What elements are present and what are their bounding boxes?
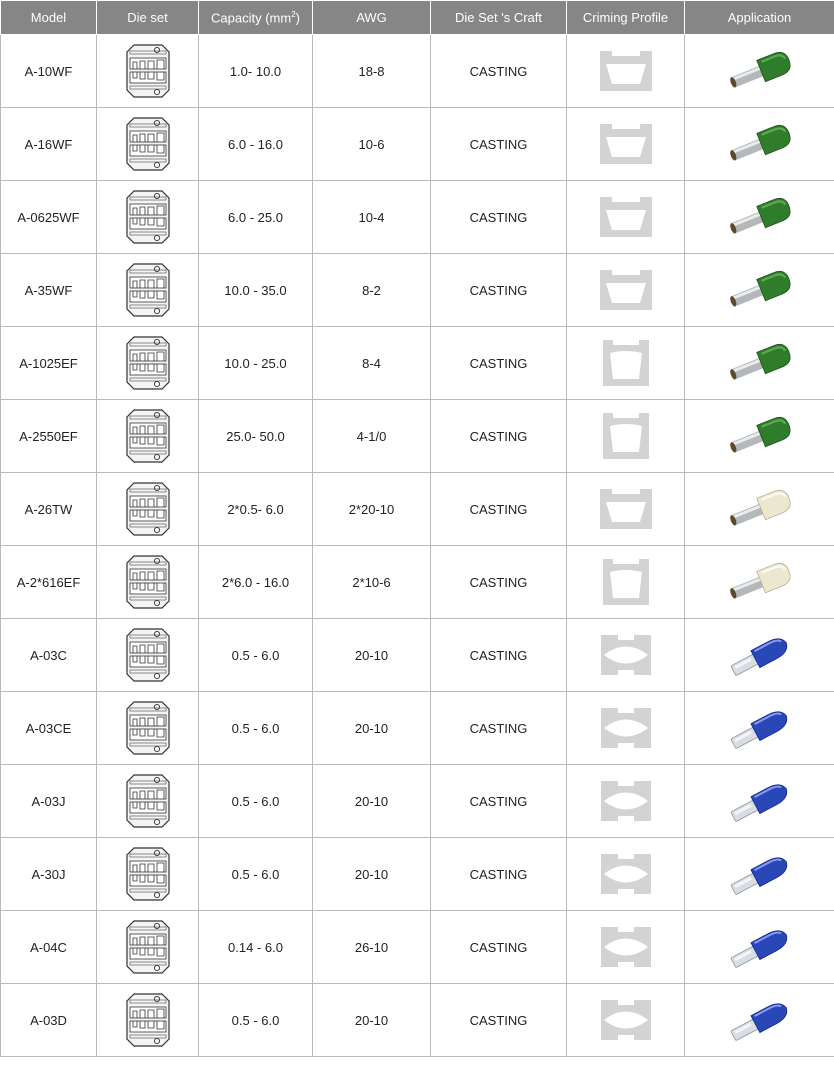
profile-cell <box>567 546 685 619</box>
profile-cell <box>567 765 685 838</box>
die-set-cell <box>97 473 199 546</box>
awg-cell: 2*10-6 <box>313 546 431 619</box>
blue-terminal-icon <box>685 923 834 971</box>
die-set-cell <box>97 254 199 327</box>
craft-cell: CASTING <box>431 254 567 327</box>
capacity-cell: 2*6.0 - 16.0 <box>199 546 313 619</box>
table-row <box>1 108 834 181</box>
blue-terminal-icon <box>685 704 834 752</box>
die-set-cell <box>97 546 199 619</box>
table-row <box>1 254 834 327</box>
table-row <box>1 473 834 546</box>
die-set-icon <box>97 261 198 319</box>
craft-cell: CASTING <box>431 984 567 1057</box>
craft-cell: CASTING <box>431 473 567 546</box>
ferrule-green-icon <box>685 339 834 387</box>
awg-cell: 8-2 <box>313 254 431 327</box>
header-application: Application <box>685 1 834 35</box>
model-cell: A-03CE <box>1 692 97 765</box>
die-set-icon <box>97 918 198 976</box>
application-cell <box>685 400 834 473</box>
model-cell: A-03D <box>1 984 97 1057</box>
crimp-profile-icon <box>567 849 684 899</box>
table-row <box>1 400 834 473</box>
awg-cell: 4-1/0 <box>313 400 431 473</box>
craft-cell: CASTING <box>431 327 567 400</box>
capacity-cell: 25.0- 50.0 <box>199 400 313 473</box>
twin-ferrule-white-icon <box>685 485 834 533</box>
die-set-icon <box>97 42 198 100</box>
header-capacity: Capacity $(mm^2)$ <box>199 1 313 35</box>
model-cell: A-30J <box>1 838 97 911</box>
header-die-set: Die set <box>97 1 199 35</box>
model-cell: A-35WF <box>1 254 97 327</box>
die-set-cell <box>97 984 199 1057</box>
die-set-cell <box>97 765 199 838</box>
die-set-cell <box>97 400 199 473</box>
table-row <box>1 35 834 108</box>
application-cell <box>685 911 834 984</box>
craft-cell: CASTING <box>431 692 567 765</box>
die-set-cell <box>97 108 199 181</box>
model-cell: A-03C <box>1 619 97 692</box>
awg-cell: 20-10 <box>313 984 431 1057</box>
table-row <box>1 546 834 619</box>
profile-cell <box>567 692 685 765</box>
crimp-profile-icon <box>567 703 684 753</box>
header-profile: Criming Profile <box>567 1 685 35</box>
profile-cell <box>567 400 685 473</box>
blue-terminal-icon <box>685 996 834 1044</box>
die-set-icon <box>97 553 198 611</box>
model-cell: A-1025EF <box>1 327 97 400</box>
die-set-cell <box>97 692 199 765</box>
application-cell <box>685 473 834 546</box>
header-awg: AWG <box>313 1 431 35</box>
application-cell <box>685 35 834 108</box>
profile-cell <box>567 35 685 108</box>
capacity-cell: 0.5 - 6.0 <box>199 692 313 765</box>
crimp-profile-icon <box>567 267 684 313</box>
die-set-icon <box>97 626 198 684</box>
crimp-profile-icon <box>567 776 684 826</box>
capacity-cell: 10.0 - 35.0 <box>199 254 313 327</box>
model-cell: A-03J <box>1 765 97 838</box>
awg-cell: 10-6 <box>313 108 431 181</box>
crimp-profile-icon <box>567 337 684 389</box>
profile-cell <box>567 473 685 546</box>
profile-cell <box>567 254 685 327</box>
craft-cell: CASTING <box>431 546 567 619</box>
ferrule-green-icon <box>685 266 834 314</box>
crimp-profile-icon <box>567 556 684 608</box>
application-cell <box>685 546 834 619</box>
die-set-icon <box>97 480 198 538</box>
craft-cell: CASTING <box>431 838 567 911</box>
blue-terminal-icon <box>685 777 834 825</box>
twin-ferrule-white-icon <box>685 558 834 606</box>
awg-cell: 2*20-10 <box>313 473 431 546</box>
model-cell: A-2*616EF <box>1 546 97 619</box>
table-row <box>1 838 834 911</box>
application-cell <box>685 984 834 1057</box>
table-row <box>1 765 834 838</box>
capacity-cell: 1.0- 10.0 <box>199 35 313 108</box>
profile-cell <box>567 327 685 400</box>
table-row <box>1 181 834 254</box>
table-row <box>1 619 834 692</box>
capacity-cell: 6.0 - 16.0 <box>199 108 313 181</box>
die-set-icon <box>97 991 198 1049</box>
awg-cell: 20-10 <box>313 838 431 911</box>
awg-cell: 8-4 <box>313 327 431 400</box>
crimp-profile-icon <box>567 922 684 972</box>
crimp-profile-icon <box>567 48 684 94</box>
craft-cell: CASTING <box>431 400 567 473</box>
die-set-icon <box>97 334 198 392</box>
die-set-icon <box>97 845 198 903</box>
craft-cell: CASTING <box>431 619 567 692</box>
crimp-profile-icon <box>567 486 684 532</box>
application-cell <box>685 692 834 765</box>
crimp-profile-icon <box>567 121 684 167</box>
die-set-cell <box>97 181 199 254</box>
crimp-profile-icon <box>567 630 684 680</box>
die-set-icon <box>97 699 198 757</box>
die-set-icon <box>97 188 198 246</box>
model-cell: A-10WF <box>1 35 97 108</box>
model-cell: A-04C <box>1 911 97 984</box>
crimp-profile-icon <box>567 194 684 240</box>
die-set-cell <box>97 619 199 692</box>
model-cell: A-0625WF <box>1 181 97 254</box>
crimp-profile-icon <box>567 995 684 1045</box>
die-set-cell <box>97 838 199 911</box>
die-set-icon <box>97 407 198 465</box>
application-cell <box>685 327 834 400</box>
capacity-cell: 6.0 - 25.0 <box>199 181 313 254</box>
capacity-cell: 0.14 - 6.0 <box>199 911 313 984</box>
capacity-cell: 2*0.5- 6.0 <box>199 473 313 546</box>
ferrule-green-icon <box>685 412 834 460</box>
profile-cell <box>567 181 685 254</box>
craft-cell: CASTING <box>431 911 567 984</box>
profile-cell <box>567 984 685 1057</box>
awg-cell: 20-10 <box>313 765 431 838</box>
ferrule-green-icon <box>685 120 834 168</box>
application-cell <box>685 838 834 911</box>
awg-cell: 26-10 <box>313 911 431 984</box>
capacity-cell: 10.0 - 25.0 <box>199 327 313 400</box>
awg-cell: 10-4 <box>313 181 431 254</box>
application-cell <box>685 619 834 692</box>
die-set-icon <box>97 115 198 173</box>
capacity-cell: 0.5 - 6.0 <box>199 984 313 1057</box>
application-cell <box>685 108 834 181</box>
profile-cell <box>567 911 685 984</box>
application-cell <box>685 181 834 254</box>
table-row <box>1 911 834 984</box>
awg-cell: 18-8 <box>313 35 431 108</box>
die-set-cell <box>97 911 199 984</box>
model-cell: A-2550EF <box>1 400 97 473</box>
profile-cell <box>567 838 685 911</box>
profile-cell <box>567 619 685 692</box>
ferrule-green-icon <box>685 193 834 241</box>
table-row <box>1 984 834 1057</box>
craft-cell: CASTING <box>431 181 567 254</box>
application-cell <box>685 254 834 327</box>
capacity-cell: 0.5 - 6.0 <box>199 619 313 692</box>
awg-cell: 20-10 <box>313 692 431 765</box>
ferrule-green-icon <box>685 47 834 95</box>
table-row <box>1 327 834 400</box>
crimp-profile-icon <box>567 410 684 462</box>
capacity-cell: 0.5 - 6.0 <box>199 765 313 838</box>
blue-terminal-icon <box>685 850 834 898</box>
awg-cell: 20-10 <box>313 619 431 692</box>
craft-cell: CASTING <box>431 108 567 181</box>
application-cell <box>685 765 834 838</box>
table-row <box>1 692 834 765</box>
model-cell: A-16WF <box>1 108 97 181</box>
craft-cell: CASTING <box>431 35 567 108</box>
die-set-cell <box>97 35 199 108</box>
craft-cell: CASTING <box>431 765 567 838</box>
die-set-icon <box>97 772 198 830</box>
header-craft: Die Set 's Craft <box>431 1 567 35</box>
header-model: Model <box>1 1 97 35</box>
profile-cell <box>567 108 685 181</box>
model-cell: A-26TW <box>1 473 97 546</box>
capacity-cell: 0.5 - 6.0 <box>199 838 313 911</box>
blue-terminal-icon <box>685 631 834 679</box>
header-row <box>1 1 834 35</box>
die-set-cell <box>97 327 199 400</box>
